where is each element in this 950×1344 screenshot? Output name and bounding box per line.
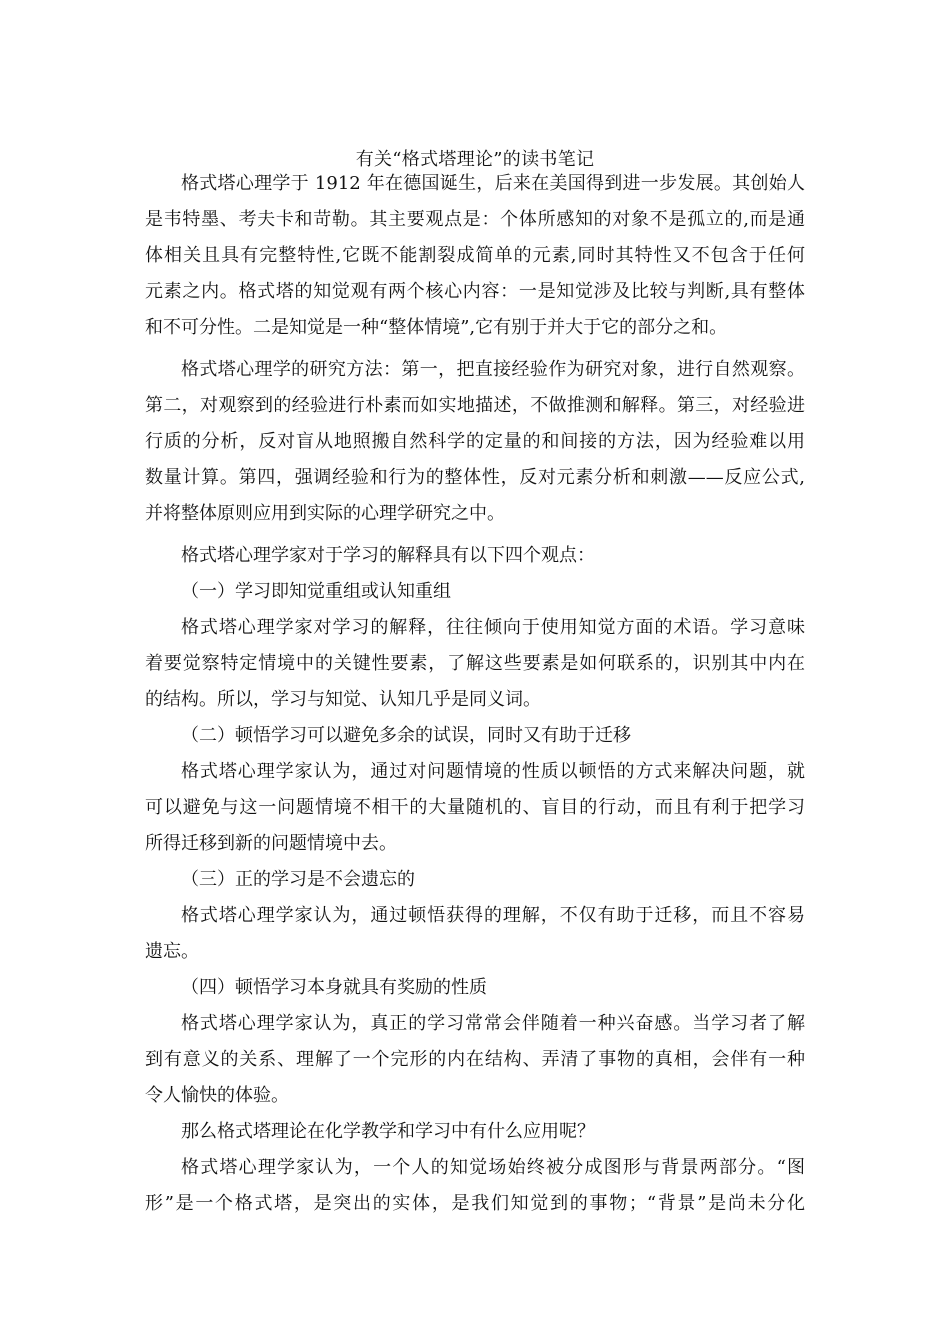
section-heading: （四）顿悟学习本身就具有奖励的性质 (181, 977, 487, 998)
paragraph-line: 那么格式塔理论在化学教学和学习中有什么应用呢？ (181, 1121, 595, 1142)
document-title: 有关“格式塔理论”的读书笔记 (355, 149, 595, 170)
paragraph-line: 格式塔心理学家认为，一个人的知觉场始终被分成图形与背景两部分。“图 (181, 1157, 805, 1178)
paragraph-line: 到有意义的关系、理解了一个完形的内在结构、弄清了事物的真相，会伴有一种 (145, 1049, 805, 1070)
paragraph-line: 格式塔心理学的研究方法：第一，把直接经验作为研究对象，进行自然观察。 (181, 359, 805, 380)
paragraph-line: 令人愉快的体验。 (145, 1085, 289, 1106)
paragraph-line: 是韦特墨、考夫卡和苛勒。其主要观点是：个体所感知的对象不是孤立的,而是通 (145, 209, 805, 230)
paragraph-line: 可以避免与这一问题情境不相干的大量随机的、盲目的行动，而且有利于把学习 (145, 797, 805, 818)
paragraph-line: 形”是一个格式塔，是突出的实体，是我们知觉到的事物；“背景”是尚未分化 (145, 1193, 805, 1214)
paragraph-line: 格式塔心理学家认为，通过顿悟获得的理解，不仅有助于迁移，而且不容易 (181, 905, 805, 926)
paragraph-line: 元素之内。格式塔的知觉观有两个核心内容：一是知觉涉及比较与判断,具有整体 (145, 281, 805, 302)
paragraph-line: 所得迁移到新的问题情境中去。 (145, 833, 397, 854)
paragraph-line: 数量计算。第四，强调经验和行为的整体性，反对元素分析和刺激——反应公式, (145, 467, 805, 488)
paragraph-line: 格式塔心理学家对于学习的解释具有以下四个观点： (181, 545, 595, 566)
paragraph-line: 格式塔心理学家认为，通过对问题情境的性质以顿悟的方式来解决问题，就 (181, 761, 805, 782)
paragraph-line: 格式塔心理学家认为，真正的学习常常会伴随着一种兴奋感。当学习者了解 (181, 1013, 805, 1034)
section-heading: （一）学习即知觉重组或认知重组 (181, 581, 451, 602)
paragraph-line: 的结构。所以，学习与知觉、认知几乎是同义词。 (145, 689, 541, 710)
paragraph-line: 和不可分性。二是知觉是一种“整体情境”,它有别于并大于它的部分之和。 (145, 317, 728, 338)
paragraph-line: 并将整体原则应用到实际的心理学研究之中。 (145, 503, 505, 524)
paragraph-line: 第二，对观察到的经验进行朴素而如实地描述，不做推测和解释。第三，对经验进 (145, 395, 805, 416)
section-heading: （二）顿悟学习可以避免多余的试误，同时又有助于迁移 (181, 725, 631, 746)
paragraph-line: 格式塔心理学家对学习的解释，往往倾向于使用知觉方面的术语。学习意味 (181, 617, 805, 638)
paragraph-line: 体相关且具有完整特性,它既不能割裂成简单的元素,同时其特性又不包含于任何 (145, 245, 805, 266)
paragraph-line: 遗忘。 (145, 941, 199, 962)
section-heading: （三）正的学习是不会遗忘的 (181, 869, 415, 890)
paragraph-line: 着要觉察特定情境中的关键性要素，了解这些要素是如何联系的，识别其中内在 (145, 653, 805, 674)
paragraph-line: 格式塔心理学于 1912 年在德国诞生，后来在美国得到进一步发展。其创始人 (181, 173, 805, 194)
paragraph-line: 行质的分析，反对盲从地照搬自然科学的定量的和间接的方法，因为经验难以用 (145, 431, 805, 452)
